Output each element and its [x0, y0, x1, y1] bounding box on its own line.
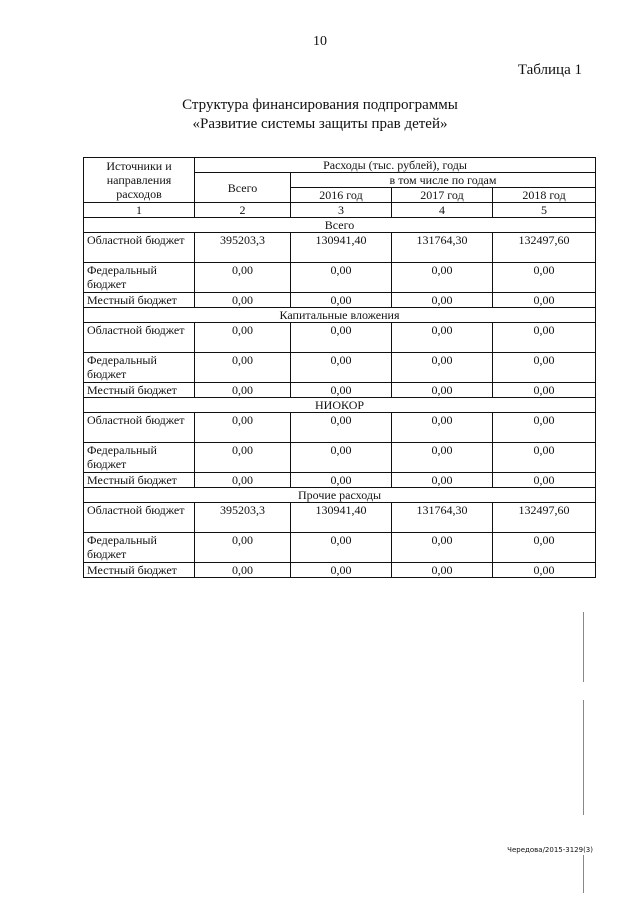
column-number: 4 — [392, 203, 493, 218]
value-total: 0,00 — [195, 383, 291, 398]
value-year: 0,00 — [493, 383, 596, 398]
header-year-2017: 2017 год — [392, 188, 493, 203]
funding-source: Местный бюджет — [84, 473, 195, 488]
value-total: 0,00 — [195, 323, 291, 353]
value-year: 0,00 — [493, 413, 596, 443]
value-year: 0,00 — [392, 563, 493, 578]
table-row — [84, 233, 596, 263]
table-row — [84, 503, 596, 533]
header-expenses: Расходы (тыс. рублей), годы — [195, 158, 596, 173]
header-sources: Источники и направления расходов — [84, 158, 195, 203]
scan-edge-mark — [583, 700, 584, 815]
funding-source: Федеральный бюджет — [84, 353, 195, 383]
value-year: 0,00 — [291, 263, 392, 293]
value-year: 0,00 — [493, 533, 596, 563]
value-year: 131764,30 — [392, 503, 493, 533]
header-year-2018: 2018 год — [493, 188, 596, 203]
table-row — [84, 323, 596, 353]
title-line-1: Структура финансирования подпрограммы — [182, 97, 458, 113]
table-row — [84, 533, 596, 563]
section-title: НИОКОР — [84, 398, 596, 413]
value-year: 0,00 — [291, 353, 392, 383]
column-number: 3 — [291, 203, 392, 218]
table-row — [84, 383, 596, 398]
document-title — [0, 96, 640, 134]
value-total: 0,00 — [195, 263, 291, 293]
column-number: 1 — [84, 203, 195, 218]
value-year: 0,00 — [493, 293, 596, 308]
value-total: 395203,3 — [195, 503, 291, 533]
value-year: 0,00 — [291, 533, 392, 563]
value-year: 0,00 — [493, 563, 596, 578]
value-total: 0,00 — [195, 443, 291, 473]
funding-source: Областной бюджет — [84, 323, 195, 353]
financing-table — [83, 157, 596, 578]
table-row — [84, 473, 596, 488]
value-year: 132497,60 — [493, 233, 596, 263]
value-year: 0,00 — [291, 443, 392, 473]
table-row — [84, 413, 596, 443]
funding-source: Местный бюджет — [84, 563, 195, 578]
value-year: 0,00 — [493, 353, 596, 383]
funding-source: Федеральный бюджет — [84, 263, 195, 293]
value-year: 0,00 — [392, 263, 493, 293]
value-year: 0,00 — [291, 473, 392, 488]
value-total: 0,00 — [195, 473, 291, 488]
header-by-years: в том числе по годам — [291, 173, 596, 188]
value-year: 0,00 — [392, 383, 493, 398]
value-year: 132497,60 — [493, 503, 596, 533]
value-year: 0,00 — [392, 323, 493, 353]
value-year: 130941,40 — [291, 233, 392, 263]
page-number: 10 — [313, 34, 327, 49]
value-year: 0,00 — [392, 533, 493, 563]
scan-edge-mark — [583, 612, 584, 682]
table-row — [84, 263, 596, 293]
column-number: 2 — [195, 203, 291, 218]
value-total: 0,00 — [195, 293, 291, 308]
funding-source: Областной бюджет — [84, 233, 195, 263]
table-row — [84, 353, 596, 383]
value-total: 0,00 — [195, 413, 291, 443]
value-total: 0,00 — [195, 353, 291, 383]
value-total: 0,00 — [195, 533, 291, 563]
footer-code: Чередова/2015-3129(3) — [507, 846, 593, 854]
value-year: 0,00 — [392, 473, 493, 488]
value-year: 0,00 — [291, 383, 392, 398]
funding-source: Местный бюджет — [84, 383, 195, 398]
header-total: Всего — [195, 173, 291, 203]
value-total: 395203,3 — [195, 233, 291, 263]
header-year-2016: 2016 год — [291, 188, 392, 203]
value-year: 131764,30 — [392, 233, 493, 263]
funding-source: Федеральный бюджет — [84, 443, 195, 473]
value-year: 0,00 — [392, 443, 493, 473]
value-year: 0,00 — [493, 443, 596, 473]
column-number: 5 — [493, 203, 596, 218]
value-year: 0,00 — [291, 323, 392, 353]
value-year: 0,00 — [291, 293, 392, 308]
funding-source: Местный бюджет — [84, 293, 195, 308]
table-label: Таблица 1 — [517, 62, 582, 78]
value-year: 130941,40 — [291, 503, 392, 533]
table-row — [84, 443, 596, 473]
column-number-row — [84, 203, 596, 218]
value-year: 0,00 — [291, 563, 392, 578]
section-title: Прочие расходы — [84, 488, 596, 503]
value-year: 0,00 — [392, 413, 493, 443]
funding-source: Федеральный бюджет — [84, 533, 195, 563]
table-row — [84, 293, 596, 308]
funding-source: Областной бюджет — [84, 413, 195, 443]
value-year: 0,00 — [493, 323, 596, 353]
value-year: 0,00 — [493, 263, 596, 293]
section-title: Всего — [84, 218, 596, 233]
section-title: Капитальные вложения — [84, 308, 596, 323]
value-year: 0,00 — [493, 473, 596, 488]
table-row — [84, 563, 596, 578]
value-year: 0,00 — [291, 413, 392, 443]
value-year: 0,00 — [392, 293, 493, 308]
funding-source: Областной бюджет — [84, 503, 195, 533]
value-total: 0,00 — [195, 563, 291, 578]
scan-edge-mark — [583, 855, 584, 893]
title-line-2: «Развитие системы защиты прав детей» — [192, 116, 448, 132]
value-year: 0,00 — [392, 353, 493, 383]
